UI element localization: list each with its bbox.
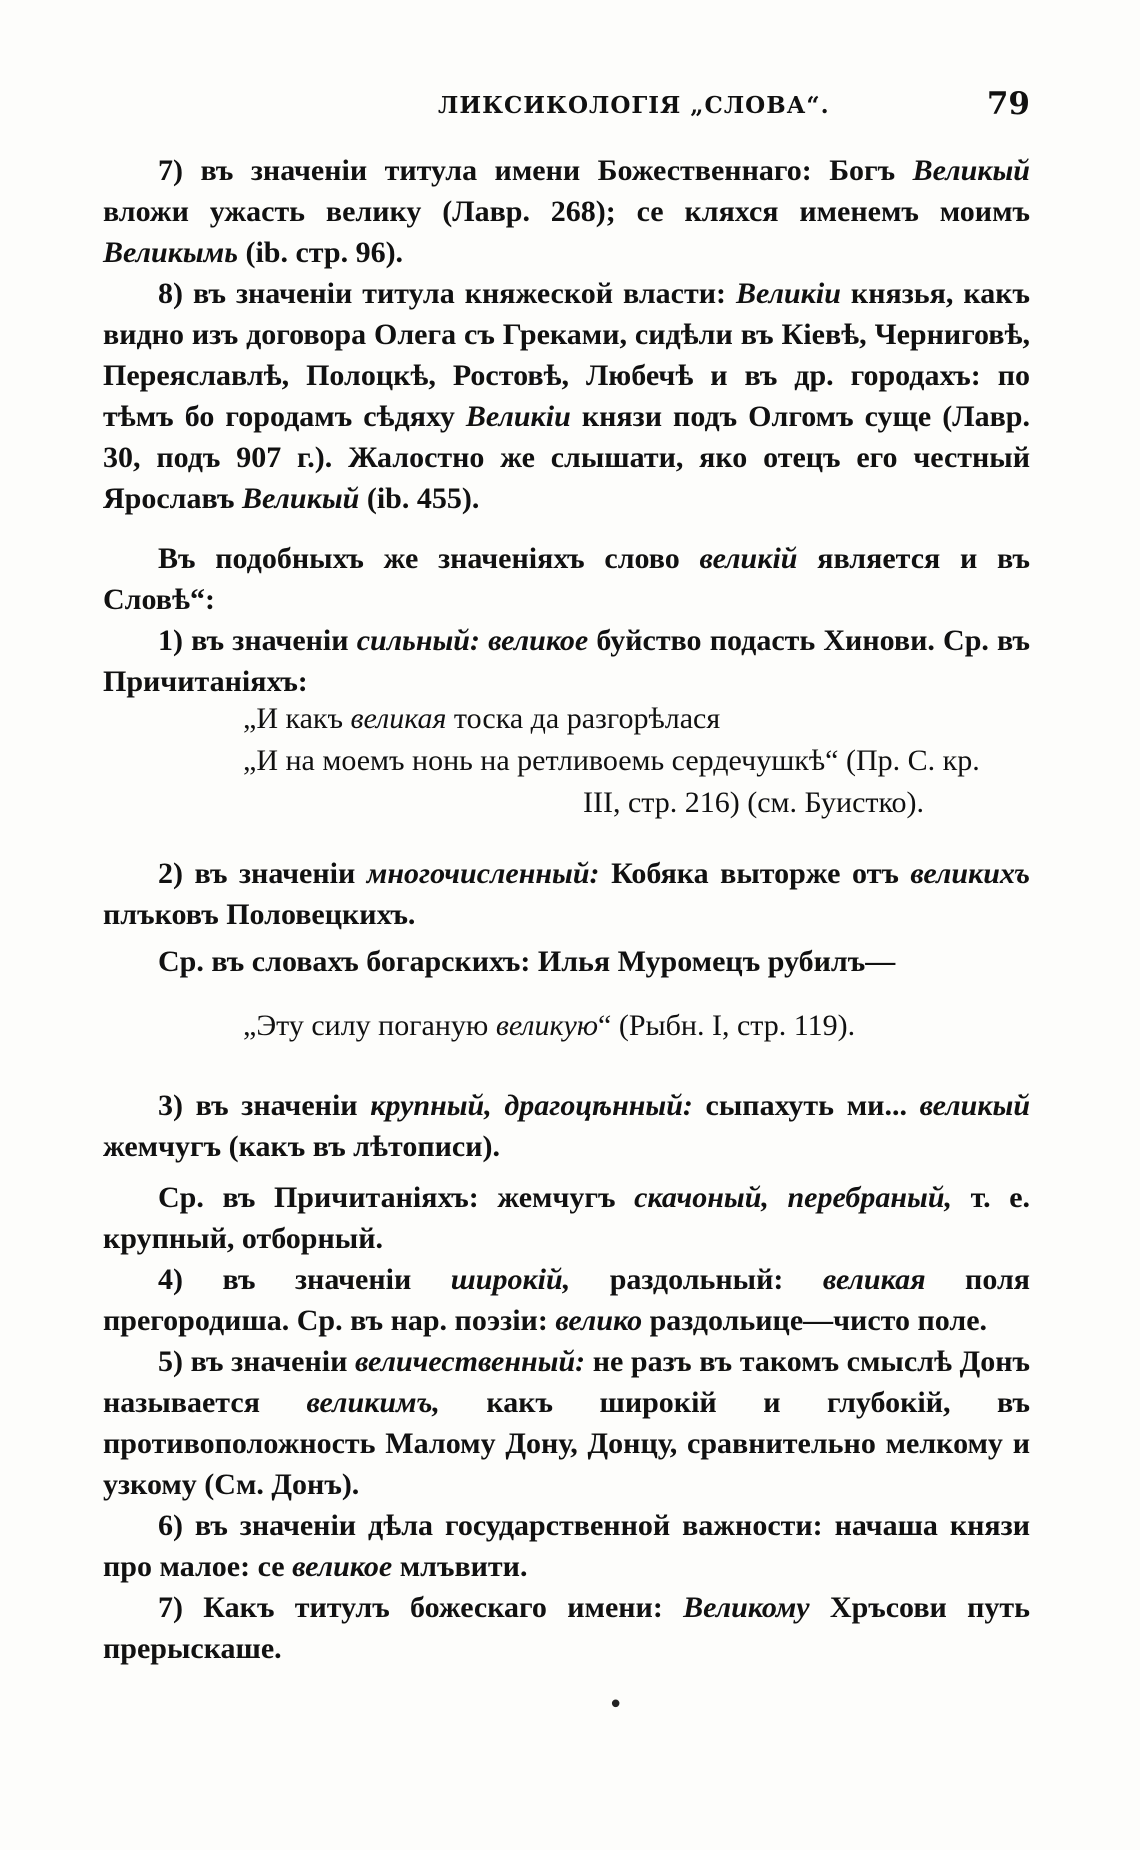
quotation-2 (243, 1005, 1033, 1047)
quote-line-2: „И на моемъ нонь на ретливоемь сердечушкѣ“ (Пр. С. кр. (243, 744, 980, 777)
block-item-2 (103, 853, 1030, 982)
running-header (103, 86, 1030, 132)
paragraph-title-divine: 7) въ значеніи титула имени Божественнаго: Богъ Великый вложи ужасть велику (Лавр. 268); се кляхся именемъ моимъ Великымь (ib. стр. 96). (103, 154, 1030, 269)
running-title: ЛИКСИКОЛОГІЯ „СЛОВА“. (438, 92, 830, 119)
paragraph-item-2: 2) въ значеніи многочисленный: Кобяка выторже отъ великихъ плъковъ Половецкихъ. (103, 857, 1030, 931)
quotation-1 (243, 698, 1033, 824)
paragraph-title-princely: 8) въ значеніи титула княжеской власти: Великіи князья, какъ видно изъ договора Олега съ Греками, сидѣли въ Кіевѣ, Черниговѣ, Переяславлѣ, Полоцкѣ, Ростовѣ, Любечѣ и въ др. городахъ: по тѣмъ бо городамъ сѣдяху Великіи князи подъ Олгомъ суще (Лавр. 30, подъ 907 г.). Жалостно же слышати, яко отецъ его честный Ярославъ Великый (ib. 455). (103, 277, 1030, 515)
paragraph-item-3: 3) въ значеніи крупный, драгоцѣнный: сыпахуть ми... великый жемчугъ (какъ въ лѣтописи). (103, 1089, 1031, 1163)
quote-line: „Эту силу поганую великую“ (Рыбн. I, стр. 119). (243, 1009, 856, 1042)
block-titles (103, 150, 1030, 519)
paragraph-item-5: 5) въ значеніи величественный: не разъ въ такомъ смыслѣ Донъ называется великимъ, какъ широкій и глубокій, въ противоположность Малому Дону, Донцу, сравнительно мелкому и узкому (См. Донъ). (103, 1345, 1030, 1501)
quote-line-1: „И какъ великая тоска да разгорѣлася (243, 702, 721, 735)
paragraph-item-7: 7) Какъ титулъ божескаго имени: Великому Хръсови путь прерыскаше. (103, 1591, 1030, 1665)
paragraph-item-2-compare: Ср. въ словахъ богарскихъ: Илья Муромецъ рубилъ— (158, 945, 896, 978)
paragraph-item-6: 6) въ значеніи дѣла государственной важности: начаша князи про малое: се великое млъвити. (103, 1509, 1030, 1583)
ink-speck-icon: • (608, 1690, 624, 1720)
block-items-3-7 (103, 1085, 1030, 1669)
paragraph-item-1: 1) въ значеніи сильный: великое буйство подасть Хинови. Ср. въ Причитаніяхъ: (103, 624, 1030, 698)
page-number: 79 (986, 86, 1030, 122)
block-intro (103, 538, 1030, 702)
paragraph-intro: Въ подобныхъ же значеніяхъ слово великій является и въ Словѣ“: (103, 542, 1031, 616)
paragraph-item-3-compare: Ср. въ Причитаніяхъ: жемчугъ скачоный, перебраный, т. е. крупный, отборный. (103, 1181, 1031, 1255)
paragraph-item-4: 4) въ значеніи широкій, раздольный: великая поля прегородиша. Ср. въ нар. поэзіи: велико раздольице—чисто поле. (103, 1263, 1031, 1337)
quote-line-3: III, стр. 216) (см. Буистко). (583, 786, 925, 819)
